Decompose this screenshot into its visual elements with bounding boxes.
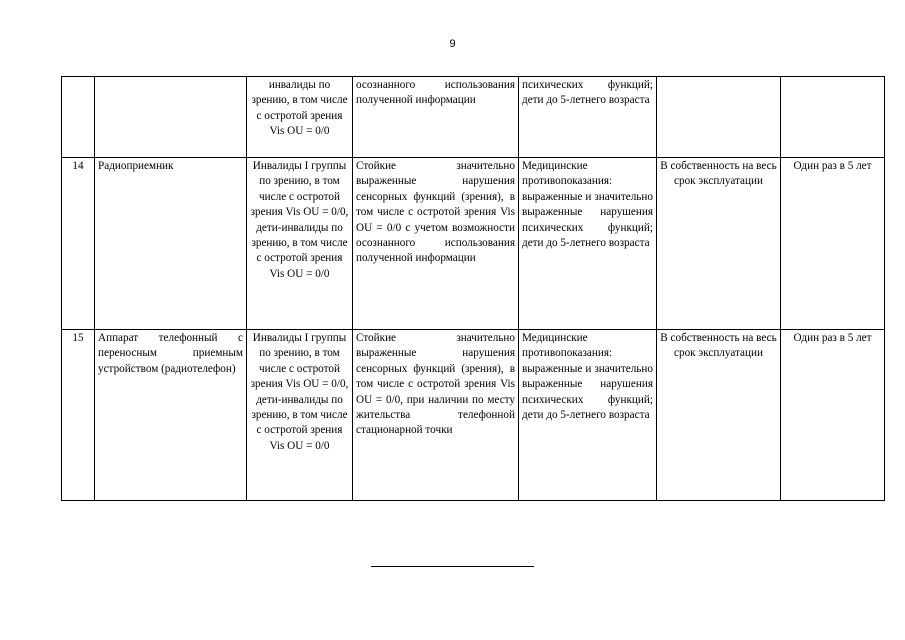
cell-replacement-term xyxy=(781,77,885,158)
cell-recipient-category: инвалиды по зрению, в том числе с остротой зрения Vis OU = 0/0 xyxy=(247,77,353,158)
cell-replacement-term: Один раз в 5 лет xyxy=(781,330,885,501)
cell-medical-indications: осознанного использования полученной информации xyxy=(353,77,519,158)
cell-provision-condition xyxy=(657,77,781,158)
table-row xyxy=(62,158,885,330)
cell-number: 14 xyxy=(62,158,95,330)
cell-replacement-term: Один раз в 5 лет xyxy=(781,158,885,330)
end-of-document-rule xyxy=(371,566,534,567)
cell-number xyxy=(62,77,95,158)
table-row xyxy=(62,330,885,501)
table-row xyxy=(62,77,885,158)
cell-medical-indications: Стойкие значительно выраженные нарушения сенсорных функций (зрения), в том числе с остротой зрения Vis OU = 0/0 с учетом возможности осознанного использования полученной информации xyxy=(353,158,519,330)
page-number: 9 xyxy=(449,38,456,50)
aids-table xyxy=(61,76,885,501)
cell-medical-indications: Стойкие значительно выраженные нарушения сенсорных функций (зрения), в том числе с остротой зрения Vis OU = 0/0, при наличии по месту жительства телефонной стационарной точки xyxy=(353,330,519,501)
cell-contraindications: Медицинские противопоказания: выраженные и значительно выраженные нарушения психических функций; дети до 5-летнего возраста xyxy=(519,330,657,501)
cell-recipient-category: Инвалиды I группы по зрению, в том числе с остротой зрения Vis OU = 0/0, дети-инвалиды по зрению, в том числе с остротой зрения Vis OU = 0/0 xyxy=(247,330,353,501)
cell-provision-condition: В собственность на весь срок эксплуатации xyxy=(657,330,781,501)
cell-contraindications: психических функций; дети до 5-летнего возраста xyxy=(519,77,657,158)
cell-number: 15 xyxy=(62,330,95,501)
cell-provision-condition: В собственность на весь срок эксплуатации xyxy=(657,158,781,330)
cell-aid-name xyxy=(95,77,247,158)
cell-recipient-category: Инвалиды I группы по зрению, в том числе с остротой зрения Vis OU = 0/0, дети-инвалиды по зрению, в том числе с остротой зрения Vis OU = 0/0 xyxy=(247,158,353,330)
cell-aid-name: Аппарат телефонный с переносным приемным устройством (радиотелефон) xyxy=(95,330,247,501)
cell-contraindications: Медицинские противопоказания: выраженные и значительно выраженные нарушения психических функций; дети до 5-летнего возраста xyxy=(519,158,657,330)
cell-aid-name: Радиоприемник xyxy=(95,158,247,330)
